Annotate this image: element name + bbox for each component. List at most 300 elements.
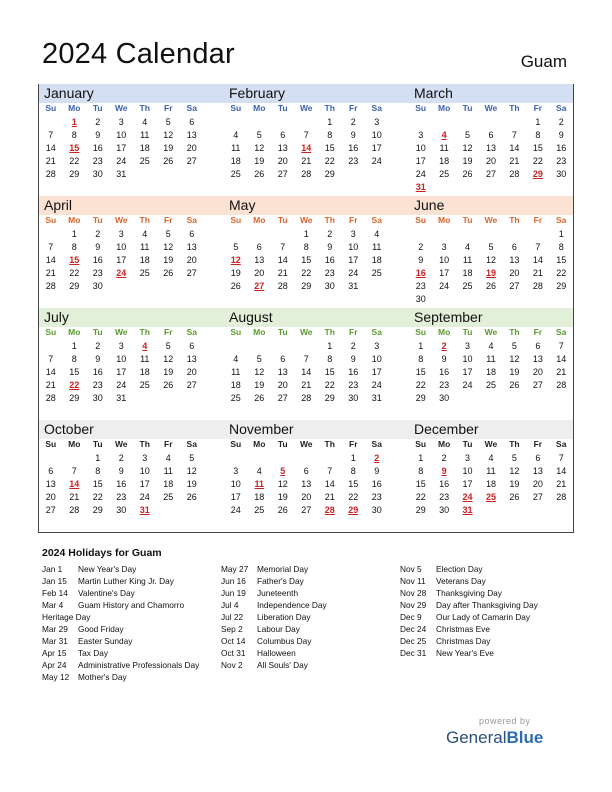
day-cell: 11 bbox=[231, 143, 241, 153]
day-cell: 17 bbox=[139, 479, 150, 489]
day-cell: 22 bbox=[415, 380, 426, 390]
day-cell: 11 bbox=[231, 367, 241, 377]
day-cell: 23 bbox=[348, 380, 359, 390]
holiday-day: 2 bbox=[374, 453, 380, 463]
day-cell: 3 bbox=[118, 117, 124, 127]
holiday-name: Christmas Day bbox=[436, 636, 491, 646]
holiday-name: New Year's Day bbox=[78, 564, 137, 574]
week-row bbox=[409, 116, 573, 129]
weekday-label: We bbox=[114, 439, 128, 449]
day-cell: 27 bbox=[186, 268, 197, 278]
weekday-label: Sa bbox=[186, 103, 197, 113]
week-row bbox=[224, 129, 409, 142]
holiday-name: Our Lady of Camarin Day bbox=[436, 612, 531, 622]
day-cell: 23 bbox=[324, 268, 335, 278]
day-cell: 24 bbox=[139, 492, 150, 502]
day-cell: 23 bbox=[116, 492, 127, 502]
empty-day-cell bbox=[479, 116, 502, 129]
empty-day-cell bbox=[157, 504, 181, 517]
week-row bbox=[224, 491, 409, 504]
holiday-date: Dec 31 bbox=[400, 648, 427, 658]
weekday-label: Th bbox=[324, 103, 335, 113]
weekday-label: Sa bbox=[371, 439, 382, 449]
day-cell: 25 bbox=[462, 281, 473, 291]
day-cell: 14 bbox=[324, 479, 335, 489]
day-cell: 10 bbox=[116, 242, 127, 252]
weekday-header bbox=[224, 103, 409, 116]
week-row bbox=[39, 478, 224, 491]
weekday-label: Su bbox=[45, 439, 57, 449]
empty-day-cell bbox=[295, 452, 319, 465]
week-row bbox=[224, 267, 409, 280]
day-cell: 15 bbox=[301, 255, 312, 265]
day-cell: 29 bbox=[324, 393, 335, 403]
week-row bbox=[224, 392, 409, 405]
day-cell: 21 bbox=[45, 268, 56, 278]
week-row bbox=[39, 267, 224, 280]
holiday-entry bbox=[42, 611, 199, 623]
day-cell: 8 bbox=[535, 130, 541, 140]
holiday-name: Good Friday bbox=[78, 624, 124, 634]
day-cell: 18 bbox=[462, 268, 473, 278]
holiday-entry bbox=[400, 647, 538, 659]
day-cell: 10 bbox=[462, 354, 473, 364]
day-cell: 25 bbox=[230, 169, 241, 179]
day-cell: 22 bbox=[69, 156, 80, 166]
weekday-label: Mo bbox=[68, 327, 81, 337]
day-cell: 9 bbox=[441, 354, 447, 364]
day-cell: 31 bbox=[116, 169, 127, 179]
country-name: Guam bbox=[520, 52, 567, 71]
day-cell: 13 bbox=[186, 354, 197, 364]
month-name: May bbox=[224, 196, 409, 215]
holiday-name: Labour Day bbox=[257, 624, 300, 634]
week-row bbox=[39, 241, 224, 254]
day-cell: 20 bbox=[277, 156, 288, 166]
month-name: March bbox=[409, 84, 573, 103]
day-cell: 30 bbox=[92, 393, 103, 403]
day-cell: 8 bbox=[350, 466, 356, 476]
holiday-day: 2 bbox=[441, 341, 447, 351]
day-cell: 22 bbox=[324, 380, 335, 390]
day-cell: 26 bbox=[462, 169, 473, 179]
week-row bbox=[39, 465, 224, 478]
day-cell: 1 bbox=[327, 117, 333, 127]
weekday-label: We bbox=[299, 103, 313, 113]
day-cell: 24 bbox=[116, 156, 127, 166]
day-cell: 28 bbox=[509, 169, 520, 179]
day-cell: 24 bbox=[230, 505, 241, 515]
day-cell: 28 bbox=[45, 281, 56, 291]
holiday-date: Oct 31 bbox=[221, 648, 246, 658]
holiday-day: 31 bbox=[139, 505, 150, 515]
day-cell: 14 bbox=[301, 367, 312, 377]
weekday-label: Su bbox=[230, 327, 242, 337]
day-cell: 12 bbox=[163, 242, 174, 252]
month-block bbox=[409, 420, 573, 532]
empty-day-cell bbox=[365, 168, 389, 181]
day-cell: 21 bbox=[301, 156, 312, 166]
day-cell: 4 bbox=[465, 242, 471, 252]
month-name: January bbox=[39, 84, 224, 103]
weekday-header bbox=[409, 327, 573, 340]
holiday-entry bbox=[221, 647, 327, 659]
holiday-name: Halloween bbox=[257, 648, 296, 658]
week-row bbox=[39, 280, 224, 293]
day-cell: 20 bbox=[186, 143, 197, 153]
weekday-label: We bbox=[299, 439, 313, 449]
day-cell: 27 bbox=[186, 156, 197, 166]
weekday-label: Fr bbox=[164, 103, 173, 113]
day-cell: 11 bbox=[439, 143, 449, 153]
day-cell: 17 bbox=[116, 143, 127, 153]
weekday-label: Su bbox=[45, 327, 57, 337]
holiday-day: 28 bbox=[324, 505, 335, 515]
day-cell: 16 bbox=[439, 479, 450, 489]
day-cell: 27 bbox=[186, 380, 197, 390]
day-cell: 23 bbox=[92, 156, 103, 166]
day-cell: 11 bbox=[163, 466, 173, 476]
week-row bbox=[224, 280, 409, 293]
day-cell: 11 bbox=[140, 130, 150, 140]
week-row bbox=[39, 168, 224, 181]
week-row bbox=[409, 155, 573, 168]
weekday-label: Su bbox=[230, 215, 242, 225]
empty-day-cell bbox=[456, 293, 479, 306]
week-row bbox=[224, 228, 409, 241]
holiday-day: 15 bbox=[69, 255, 80, 265]
holiday-date: Mar 31 bbox=[42, 636, 68, 646]
empty-day-cell bbox=[271, 228, 295, 241]
weekday-label: Sa bbox=[371, 215, 382, 225]
week-row bbox=[409, 228, 573, 241]
day-cell: 18 bbox=[163, 479, 174, 489]
day-cell: 14 bbox=[556, 466, 567, 476]
month-block bbox=[409, 84, 573, 196]
empty-day-cell bbox=[157, 280, 181, 293]
weekday-label: Su bbox=[230, 103, 242, 113]
day-cell: 16 bbox=[371, 479, 382, 489]
day-cell: 19 bbox=[254, 156, 265, 166]
day-cell: 19 bbox=[277, 492, 288, 502]
holiday-entry bbox=[42, 623, 199, 635]
holiday-date: Jun 19 bbox=[221, 588, 246, 598]
weekday-label: Fr bbox=[349, 215, 358, 225]
day-cell: 28 bbox=[277, 281, 288, 291]
day-cell: 10 bbox=[116, 354, 127, 364]
holiday-name: Father's Day bbox=[257, 576, 304, 586]
holiday-entry bbox=[42, 647, 199, 659]
holiday-name: Administrative Professionals Day bbox=[78, 660, 200, 670]
day-cell: 2 bbox=[441, 453, 447, 463]
day-cell: 13 bbox=[254, 255, 265, 265]
holiday-day: 14 bbox=[301, 143, 312, 153]
day-cell: 24 bbox=[439, 281, 450, 291]
holiday-entry bbox=[221, 611, 327, 623]
day-cell: 11 bbox=[140, 354, 150, 364]
day-cell: 14 bbox=[277, 255, 288, 265]
day-cell: 18 bbox=[139, 143, 150, 153]
weekday-label: Th bbox=[509, 103, 520, 113]
day-cell: 29 bbox=[415, 505, 426, 515]
day-cell: 17 bbox=[462, 479, 473, 489]
day-cell: 30 bbox=[439, 393, 450, 403]
empty-day-cell bbox=[39, 116, 63, 129]
empty-day-cell bbox=[550, 293, 573, 306]
day-cell: 12 bbox=[485, 255, 496, 265]
day-cell: 28 bbox=[556, 492, 567, 502]
day-cell: 3 bbox=[465, 453, 471, 463]
day-cell: 30 bbox=[371, 505, 382, 515]
weekday-header bbox=[39, 327, 224, 340]
day-cell: 10 bbox=[371, 354, 382, 364]
weekday-label: We bbox=[484, 103, 498, 113]
weekday-label: Sa bbox=[371, 103, 382, 113]
day-cell: 24 bbox=[462, 380, 473, 390]
day-cell: 26 bbox=[163, 380, 174, 390]
empty-day-cell bbox=[133, 168, 157, 181]
day-cell: 15 bbox=[532, 143, 543, 153]
week-row bbox=[224, 116, 409, 129]
day-cell: 11 bbox=[372, 242, 382, 252]
day-cell: 12 bbox=[254, 367, 265, 377]
day-cell: 17 bbox=[462, 367, 473, 377]
day-cell: 29 bbox=[415, 393, 426, 403]
weekday-label: Tu bbox=[277, 439, 288, 449]
holiday-name: Martin Luther King Jr. Day bbox=[78, 576, 174, 586]
empty-day-cell bbox=[432, 181, 455, 194]
day-cell: 14 bbox=[45, 255, 56, 265]
empty-day-cell bbox=[432, 116, 455, 129]
weekday-label: We bbox=[299, 215, 313, 225]
day-cell: 7 bbox=[48, 242, 54, 252]
holiday-name: Liberation Day bbox=[257, 612, 311, 622]
empty-day-cell bbox=[224, 340, 248, 353]
day-cell: 6 bbox=[303, 466, 309, 476]
weekday-header bbox=[409, 215, 573, 228]
holiday-entry bbox=[221, 587, 327, 599]
weekday-label: We bbox=[484, 439, 498, 449]
empty-day-cell bbox=[503, 504, 526, 517]
empty-day-cell bbox=[248, 340, 272, 353]
day-cell: 13 bbox=[45, 479, 56, 489]
week-row bbox=[409, 478, 573, 491]
holiday-entry bbox=[42, 587, 199, 599]
day-cell: 22 bbox=[301, 268, 312, 278]
day-cell: 31 bbox=[116, 393, 127, 403]
empty-day-cell bbox=[271, 340, 295, 353]
empty-day-cell bbox=[550, 392, 573, 405]
holiday-day: 15 bbox=[69, 143, 80, 153]
day-cell: 30 bbox=[92, 281, 103, 291]
day-cell: 21 bbox=[556, 479, 567, 489]
holiday-day: 29 bbox=[532, 169, 543, 179]
day-cell: 17 bbox=[371, 143, 382, 153]
holiday-column-1 bbox=[42, 563, 199, 683]
holiday-name: Easter Sunday bbox=[78, 636, 133, 646]
day-cell: 15 bbox=[324, 367, 335, 377]
day-cell: 20 bbox=[186, 255, 197, 265]
day-cell: 7 bbox=[303, 354, 309, 364]
day-cell: 14 bbox=[532, 255, 543, 265]
day-cell: 27 bbox=[532, 492, 543, 502]
day-cell: 8 bbox=[558, 242, 564, 252]
holiday-name: All Souls' Day bbox=[257, 660, 308, 670]
day-cell: 8 bbox=[303, 242, 309, 252]
day-cell: 18 bbox=[230, 156, 241, 166]
day-cell: 29 bbox=[324, 169, 335, 179]
day-cell: 9 bbox=[418, 255, 424, 265]
page-title: 2024 Calendar bbox=[42, 38, 235, 70]
holiday-day: 4 bbox=[142, 341, 148, 351]
day-cell: 30 bbox=[92, 169, 103, 179]
weekday-label: Su bbox=[230, 439, 242, 449]
holidays-title: 2024 Holidays for Guam bbox=[42, 547, 162, 559]
weekday-label: Tu bbox=[277, 215, 288, 225]
day-cell: 2 bbox=[95, 117, 101, 127]
day-cell: 30 bbox=[439, 505, 450, 515]
day-cell: 20 bbox=[277, 380, 288, 390]
weekday-label: Tu bbox=[92, 439, 103, 449]
weekday-label: Fr bbox=[533, 103, 543, 113]
weekday-label: Sa bbox=[186, 215, 197, 225]
empty-day-cell bbox=[526, 504, 549, 517]
day-cell: 30 bbox=[116, 505, 127, 515]
empty-day-cell bbox=[224, 116, 248, 129]
holiday-date: Mar 29 bbox=[42, 624, 68, 634]
empty-day-cell bbox=[503, 293, 526, 306]
weekday-label: Mo bbox=[253, 439, 266, 449]
holiday-day: 25 bbox=[485, 492, 496, 502]
day-cell: 18 bbox=[439, 156, 450, 166]
weekday-label: Th bbox=[509, 439, 520, 449]
brand-word-general: General bbox=[446, 728, 507, 747]
holiday-day: 11 bbox=[254, 479, 264, 489]
day-cell: 28 bbox=[301, 169, 312, 179]
month-block bbox=[39, 84, 224, 196]
day-cell: 12 bbox=[186, 466, 197, 476]
holiday-entry bbox=[400, 587, 538, 599]
holiday-date: May 12 bbox=[42, 672, 70, 682]
week-row bbox=[224, 241, 409, 254]
empty-day-cell bbox=[180, 504, 204, 517]
holiday-entry bbox=[42, 635, 199, 647]
day-cell: 19 bbox=[230, 268, 241, 278]
day-cell: 18 bbox=[230, 380, 241, 390]
holiday-entry bbox=[42, 563, 199, 575]
holiday-name: Veterans Day bbox=[436, 576, 486, 586]
day-cell: 21 bbox=[509, 156, 520, 166]
day-cell: 7 bbox=[71, 466, 77, 476]
day-cell: 23 bbox=[371, 492, 382, 502]
day-cell: 10 bbox=[348, 242, 359, 252]
day-cell: 5 bbox=[165, 341, 171, 351]
day-cell: 21 bbox=[556, 367, 567, 377]
day-cell: 26 bbox=[230, 281, 241, 291]
week-row bbox=[409, 465, 573, 478]
day-cell: 3 bbox=[142, 453, 148, 463]
holiday-name: Columbus Day bbox=[257, 636, 312, 646]
weekday-label: Th bbox=[324, 439, 335, 449]
holiday-entry bbox=[400, 599, 538, 611]
day-cell: 24 bbox=[415, 169, 426, 179]
weekday-label: Tu bbox=[462, 215, 473, 225]
day-cell: 17 bbox=[116, 255, 127, 265]
day-cell: 6 bbox=[280, 354, 286, 364]
week-row bbox=[409, 241, 573, 254]
weekday-header bbox=[39, 215, 224, 228]
day-cell: 7 bbox=[48, 354, 54, 364]
day-cell: 15 bbox=[69, 367, 80, 377]
week-row bbox=[409, 142, 573, 155]
day-cell: 13 bbox=[532, 466, 543, 476]
week-row bbox=[39, 353, 224, 366]
empty-day-cell bbox=[295, 116, 319, 129]
day-cell: 10 bbox=[462, 466, 473, 476]
weekday-label: Tu bbox=[462, 103, 473, 113]
empty-day-cell bbox=[248, 452, 272, 465]
empty-day-cell bbox=[248, 116, 272, 129]
day-cell: 20 bbox=[532, 479, 543, 489]
holiday-date: Jan 1 bbox=[42, 564, 63, 574]
empty-day-cell bbox=[550, 181, 573, 194]
day-cell: 5 bbox=[256, 354, 262, 364]
day-cell: 28 bbox=[532, 281, 543, 291]
holiday-day: 14 bbox=[69, 479, 80, 489]
day-cell: 13 bbox=[186, 130, 197, 140]
empty-day-cell bbox=[432, 293, 455, 306]
day-cell: 29 bbox=[92, 505, 103, 515]
day-cell: 21 bbox=[277, 268, 288, 278]
day-cell: 27 bbox=[277, 169, 288, 179]
day-cell: 5 bbox=[256, 130, 262, 140]
powered-by-text: powered by bbox=[479, 716, 531, 726]
day-cell: 5 bbox=[165, 229, 171, 239]
day-cell: 17 bbox=[116, 367, 127, 377]
day-cell: 19 bbox=[509, 479, 520, 489]
week-row bbox=[224, 142, 409, 155]
weekday-label: Fr bbox=[164, 215, 173, 225]
week-row bbox=[224, 366, 409, 379]
holiday-date: Sep 2 bbox=[221, 624, 243, 634]
weekday-label: We bbox=[299, 327, 313, 337]
brand-logo[interactable] bbox=[446, 728, 543, 748]
day-cell: 21 bbox=[45, 156, 56, 166]
day-cell: 5 bbox=[511, 453, 517, 463]
holiday-name: New Year's Eve bbox=[436, 648, 494, 658]
day-cell: 1 bbox=[327, 341, 333, 351]
holiday-date: Dec 24 bbox=[400, 624, 427, 634]
week-row bbox=[39, 504, 224, 517]
day-cell: 20 bbox=[509, 268, 520, 278]
holiday-date: Oct 14 bbox=[221, 636, 246, 646]
empty-day-cell bbox=[180, 280, 204, 293]
day-cell: 30 bbox=[324, 281, 335, 291]
day-cell: 17 bbox=[230, 492, 241, 502]
day-cell: 26 bbox=[277, 505, 288, 515]
day-cell: 7 bbox=[303, 130, 309, 140]
holiday-date: Nov 2 bbox=[221, 660, 243, 670]
empty-day-cell bbox=[409, 228, 432, 241]
empty-day-cell bbox=[133, 392, 157, 405]
week-row bbox=[39, 379, 224, 392]
weekday-label: Su bbox=[45, 103, 57, 113]
day-cell: 5 bbox=[488, 242, 494, 252]
weekday-label: Th bbox=[324, 327, 335, 337]
day-cell: 27 bbox=[485, 169, 496, 179]
weekday-label: Tu bbox=[92, 327, 103, 337]
week-row bbox=[409, 340, 573, 353]
